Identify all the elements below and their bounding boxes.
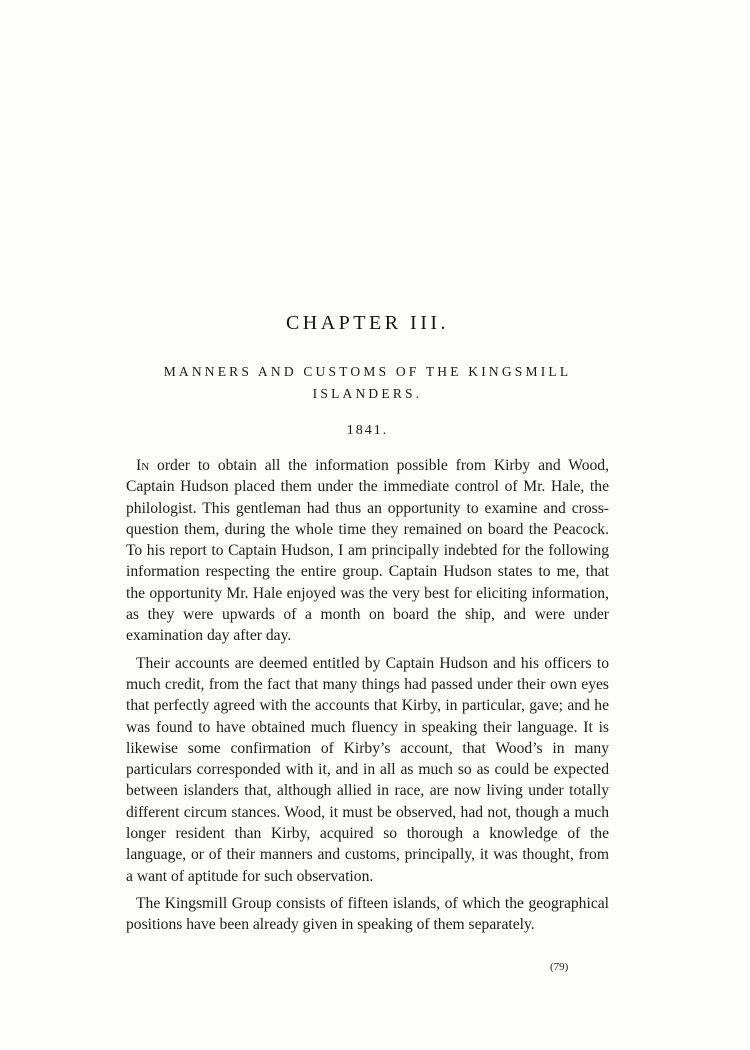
chapter-year: 1841. [346,423,389,438]
paragraph-3 [126,893,609,936]
page-number: (79) [550,961,569,973]
paragraph-2-text: Their accounts are deemed entitled by Captain Hudson and his officers to much credit, from the fact that many things had passed under their own eyes that perfectly agreed with the accounts that Kirby, in particular, gave; and he was found to have obtained much fluency in speaking their language. It is likewise some confirmation of Kirby’s account, that Wood’s in many particulars corresponded with it, and in all as much so as could be expected between islanders that, although allied in race, are now living under totally different circum stances. Wood, it must be observed, had not, though a much longer resident than Kirby, acquired so thorough a knowledge of the language, or of their manners and customs, principally, it was thought, from a want of aptitude for such observation. [126,654,609,885]
paragraph-1 [126,455,609,647]
chapter-heading: CHAPTER III. [285,312,450,334]
paragraph-1-text: order to obtain all the information possible from Kirby and Wood, Captain Hudson placed them under the immediate control of Mr. Hale, the philologist. This gentleman had thus an opportunity to examine and cross-question them, during the whole time they remained on board the Peacock. To his report to Captain Hudson, I am principally indebted for the following information respecting the entire group. Captain Hudson states to me, that the opportunity Mr. Hale enjoyed was the very best for eliciting information, as they were upwards of a month on board the ship, and were under examination day after day. [126,457,609,645]
chapter-title: MANNERS AND CUSTOMS OF THE KINGSMILL ISLANDERS. [163,364,572,401]
paragraph-2 [126,653,609,887]
paragraph-lead-word: In [136,457,150,474]
paragraph-3-text: The Kingsmill Group consists of fifteen islands, of which the geographical positions have been already given in speaking of them separately. [126,894,609,934]
page-content [126,300,609,942]
